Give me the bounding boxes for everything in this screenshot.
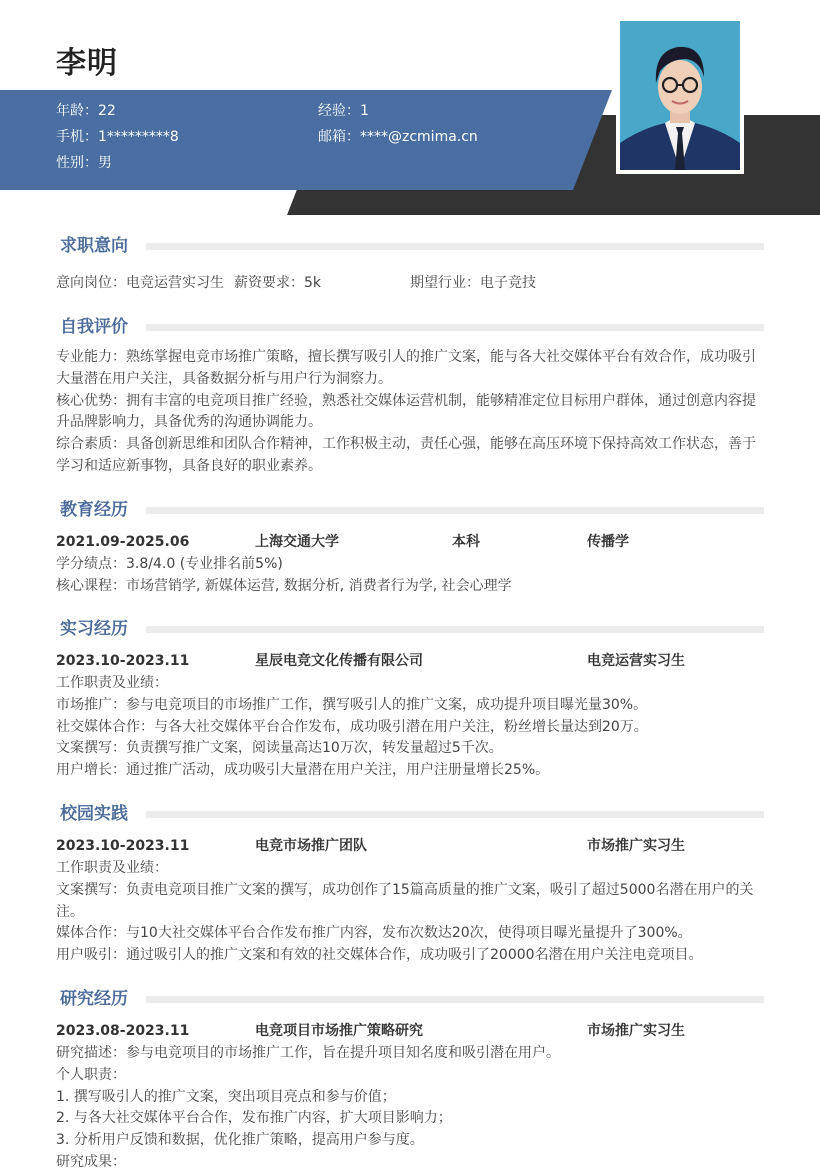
info-phone: 手机：1*********8 [56,129,179,145]
candidate-name: 李明 [56,46,118,81]
portrait-icon [620,21,740,170]
entry-date: 2023.08-2023.11 [56,1023,190,1039]
text-line: 工作职责及业绩： [56,860,168,876]
text-line: 大量潜在用户关注，具备数据分析与用户行为洞察力。 [56,370,392,387]
intent-industry: 期望行业：电子竞技 [410,275,536,291]
entry-date: 2023.10-2023.11 [56,838,190,854]
entry-role: 电竞运营实习生 [587,653,685,669]
text-line: 媒体合作：与10大社交媒体平台合作发布推广内容，发布次数达20次，使得项目曝光量提升了300%。 [56,925,692,942]
section-divider [146,243,764,250]
section-header [56,802,764,828]
job-intent-row [56,272,764,294]
education-entry-header [56,530,764,554]
entry-role: 市场推广实习生 [587,838,685,854]
photo-frame [616,17,744,174]
section-title: 教育经历 [60,500,128,520]
text-line: 学习和适应新事物，具备良好的职业素养。 [56,457,322,474]
entry-school: 上海交通大学 [255,534,339,550]
info-email: 邮箱：****@zcmima.cn [318,129,478,145]
text-line: 注。 [56,903,84,920]
text-line: 用户吸引：通过吸引人的推广文案和有效的社交媒体合作，成功吸引了20000名潜在用户关注电竞项目。 [56,947,703,964]
campus-entry-header [56,834,764,858]
text-line: 核心优势：拥有丰富的电竞项目推广经验，熟悉社交媒体运营机制，能够精准定位目标用户群体，通过创意内容提 [56,392,756,409]
entry-role: 市场推广实习生 [587,1023,685,1039]
info-age: 年龄：22 [56,103,116,119]
section-header [56,498,764,524]
section-header [56,315,764,341]
text-line: 2. 与各大社交媒体平台合作，发布推广内容，扩大项目影响力； [56,1110,452,1127]
text-line: 3. 分析用户反馈和数据，优化推广策略，提高用户参与度。 [56,1132,424,1149]
entry-degree: 本科 [452,534,480,550]
resume-header [0,0,820,230]
intent-salary: 薪资要求：5k [234,275,322,291]
section-divider [146,626,764,633]
section-title: 自我评价 [60,317,128,337]
section-divider [146,324,764,331]
section-education [56,498,764,598]
section-header [56,617,764,643]
text-line: 工作职责及业绩： [56,675,168,691]
section-header [56,234,764,260]
section-divider [146,811,764,818]
section-campus-practice [56,802,764,967]
text-line: 用户增长：通过推广活动，成功吸引大量潜在用户关注，用户注册量增长25%。 [56,762,550,779]
self-eval-body [56,347,764,478]
entry-major: 传播学 [587,534,629,550]
section-research [56,987,764,1174]
text-line: 升品牌影响力，具备优秀的沟通协调能力。 [56,414,322,431]
text-line: 文案撰写：负责电竞项目推广文案的撰写，成功创作了15篇高质量的推广文案，吸引了超过5000名潜在用户的关 [56,881,754,898]
text-line: 研究描述：参与电竞项目的市场推广工作，旨在提升项目知名度和吸引潜在用户。 [56,1045,560,1061]
section-job-intent [56,234,764,294]
internship-entry-header [56,649,764,673]
section-title: 研究经历 [60,989,128,1009]
text-line: 学分绩点：3.8/4.0 (专业排名前5%) [56,556,283,572]
text-line: 社交媒体合作：与各大社交媒体平台合作发布，成功吸引潜在用户关注，粉丝增长量达到20万。 [56,718,648,735]
info-gender: 性别：男 [56,155,112,171]
section-self-evaluation [56,315,764,478]
text-line: 专业能力：熟练掌握电竞市场推广策略，擅长撰写吸引人的推广文案，能与各大社交媒体平台有效合作，成功吸引 [56,349,756,365]
text-line: 1. 撰写吸引人的推广文案，突出项目亮点和参与价值； [56,1088,396,1105]
text-line: 研究成果： [56,1153,126,1170]
entry-organization: 电竞市场推广团队 [255,838,367,854]
text-line: 市场推广：参与电竞项目的市场推广工作，撰写吸引人的推广文案，成功提升项目曝光量30%。 [56,696,648,713]
text-line: 个人职责： [56,1066,126,1083]
section-divider [146,996,764,1003]
section-title: 实习经历 [60,619,128,639]
text-line: 综合素质：具备创新思维和团队合作精神，工作积极主动，责任心强，能够在高压环境下保持高效工作状态，善于 [56,436,756,453]
section-header [56,987,764,1013]
entry-organization: 星辰电竞文化传播有限公司 [255,653,423,669]
entry-project: 电竞项目市场推广策略研究 [255,1023,423,1039]
text-line: 核心课程：市场营销学, 新媒体运营, 数据分析, 消费者行为学, 社会心理学 [56,577,512,594]
section-internship [56,617,764,782]
entry-date: 2021.09-2025.06 [56,534,190,550]
section-title: 校园实践 [60,804,128,824]
text-line: 文案撰写：负责撰写推广文案，阅读量高达10万次，转发量超过5千次。 [56,740,503,757]
info-experience: 经验：1 [318,103,369,119]
section-title: 求职意向 [60,236,128,256]
research-entry-header [56,1019,764,1043]
section-divider [146,507,764,514]
intent-position: 意向岗位：电竞运营实习生 [56,275,224,291]
entry-date: 2023.10-2023.11 [56,653,190,669]
avatar [620,21,740,170]
